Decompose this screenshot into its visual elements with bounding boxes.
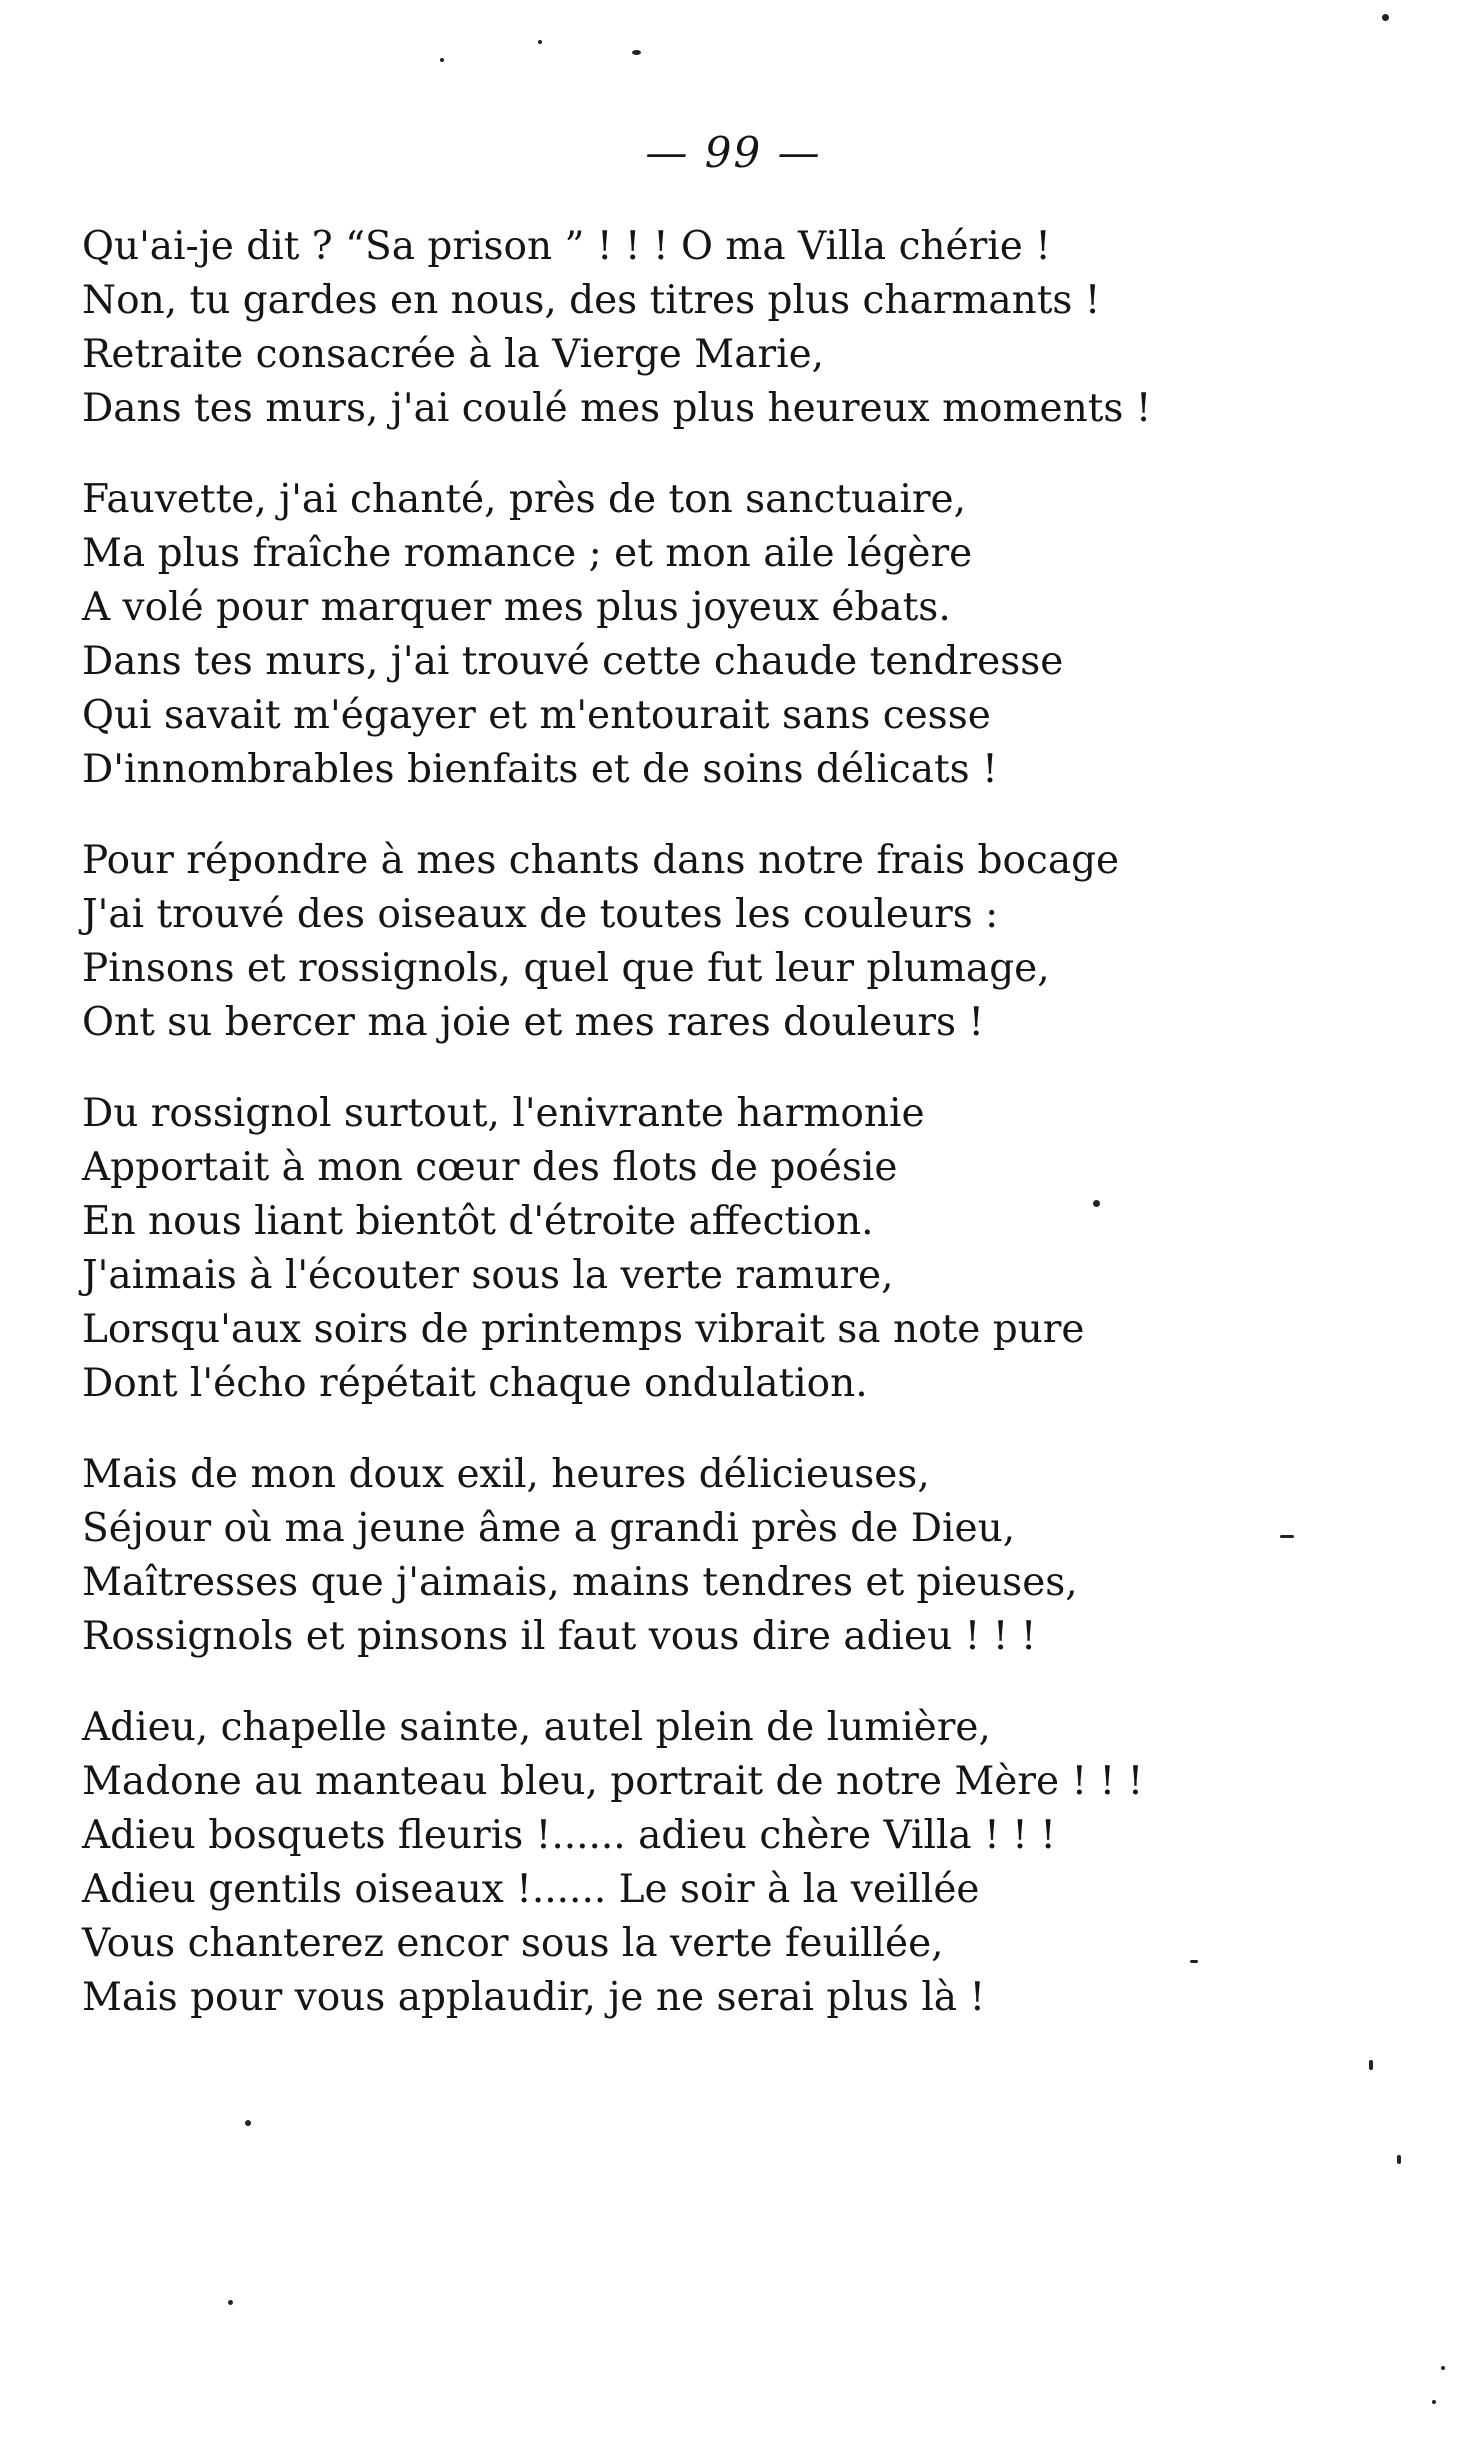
verse-line: Rossignols et pinsons il faut vous dire adieu ! ! !	[82, 1614, 1037, 1659]
verse-line: Dans tes murs, j'ai trouvé cette chaude tendresse	[82, 639, 1064, 684]
stanza-6	[82, 1701, 1382, 2025]
stanza-4	[82, 1087, 1382, 1411]
verse-line: Madone au manteau bleu, portrait de notre Mère ! ! !	[82, 1759, 1144, 1804]
scan-speck	[1441, 2366, 1445, 2370]
verse-line: Pour répondre à mes chants dans notre frais bocage	[82, 838, 1120, 883]
verse-line: Qui savait m'égayer et m'entourait sans cesse	[82, 693, 991, 738]
verse-line: J'ai trouvé des oiseaux de toutes les couleurs :	[82, 892, 999, 937]
scan-speck	[1190, 1960, 1198, 1963]
scan-speck	[1093, 1200, 1100, 1207]
stanza-3	[82, 834, 1382, 1050]
scan-speck	[632, 50, 641, 55]
verse-line: Séjour où ma jeune âme a grandi près de Dieu,	[82, 1506, 1016, 1551]
verse-line: Adieu, chapelle sainte, autel plein de lumière,	[82, 1705, 991, 1750]
scan-speck	[1369, 2060, 1373, 2070]
verse-line: Mais de mon doux exil, heures délicieuses,	[82, 1452, 930, 1497]
verse-line: Fauvette, j'ai chanté, près de ton sanctuaire,	[82, 477, 966, 522]
verse-line: Non, tu gardes en nous, des titres plus charmants !	[82, 278, 1101, 323]
verse-line: Du rossignol surtout, l'enivrante harmonie	[82, 1091, 925, 1136]
scan-speck	[245, 2120, 251, 2126]
stanza-5	[82, 1448, 1382, 1664]
verse-line: Apportait à mon cœur des flots de poésie	[82, 1145, 898, 1190]
verse-line: Dont l'écho répétait chaque ondulation.	[82, 1361, 868, 1406]
scan-speck	[1280, 1535, 1294, 1538]
verse-line: Mais pour vous applaudir, je ne serai plus là !	[82, 1975, 986, 2020]
verse-line: Lorsqu'aux soirs de printemps vibrait sa note pure	[82, 1307, 1085, 1352]
verse-line: Vous chanterez encor sous la verte feuillée,	[82, 1921, 944, 1966]
page-number: — 99 —	[645, 128, 822, 177]
stanza-2	[82, 473, 1382, 797]
verse-line: Dans tes murs, j'ai coulé mes plus heureux moments !	[82, 386, 1152, 431]
verse-line: D'innombrables bienfaits et de soins délicats !	[82, 747, 998, 792]
scan-speck	[228, 2300, 233, 2305]
verse-line: Pinsons et rossignols, quel que fut leur plumage,	[82, 946, 1050, 991]
verse-line: Ma plus fraîche romance ; et mon aile légère	[82, 531, 973, 576]
scan-speck	[440, 58, 444, 62]
scan-speck	[1397, 2155, 1401, 2164]
poem	[82, 220, 1382, 2062]
verse-line: Qu'ai-je dit ? “Sa prison ” ! ! ! O ma Villa chérie !	[82, 224, 1051, 269]
verse-line: Ont su bercer ma joie et mes rares douleurs !	[82, 1000, 985, 1045]
stanza-1	[82, 220, 1382, 436]
verse-line: A volé pour marquer mes plus joyeux ébats.	[82, 585, 951, 630]
verse-line: Maîtresses que j'aimais, mains tendres et pieuses,	[82, 1560, 1078, 1605]
scan-speck	[1382, 14, 1389, 21]
verse-line: J'aimais à l'écouter sous la verte ramure,	[82, 1253, 894, 1298]
scan-speck	[538, 40, 542, 44]
verse-line: Adieu bosquets fleuris !...... adieu chère Villa ! ! !	[82, 1813, 1056, 1858]
verse-line: Adieu gentils oiseaux !...... Le soir à la veillée	[82, 1867, 980, 1912]
verse-line: Retraite consacrée à la Vierge Marie,	[82, 332, 825, 377]
verse-line: En nous liant bientôt d'étroite affection.	[82, 1199, 874, 1244]
scan-speck	[1432, 2400, 1436, 2404]
